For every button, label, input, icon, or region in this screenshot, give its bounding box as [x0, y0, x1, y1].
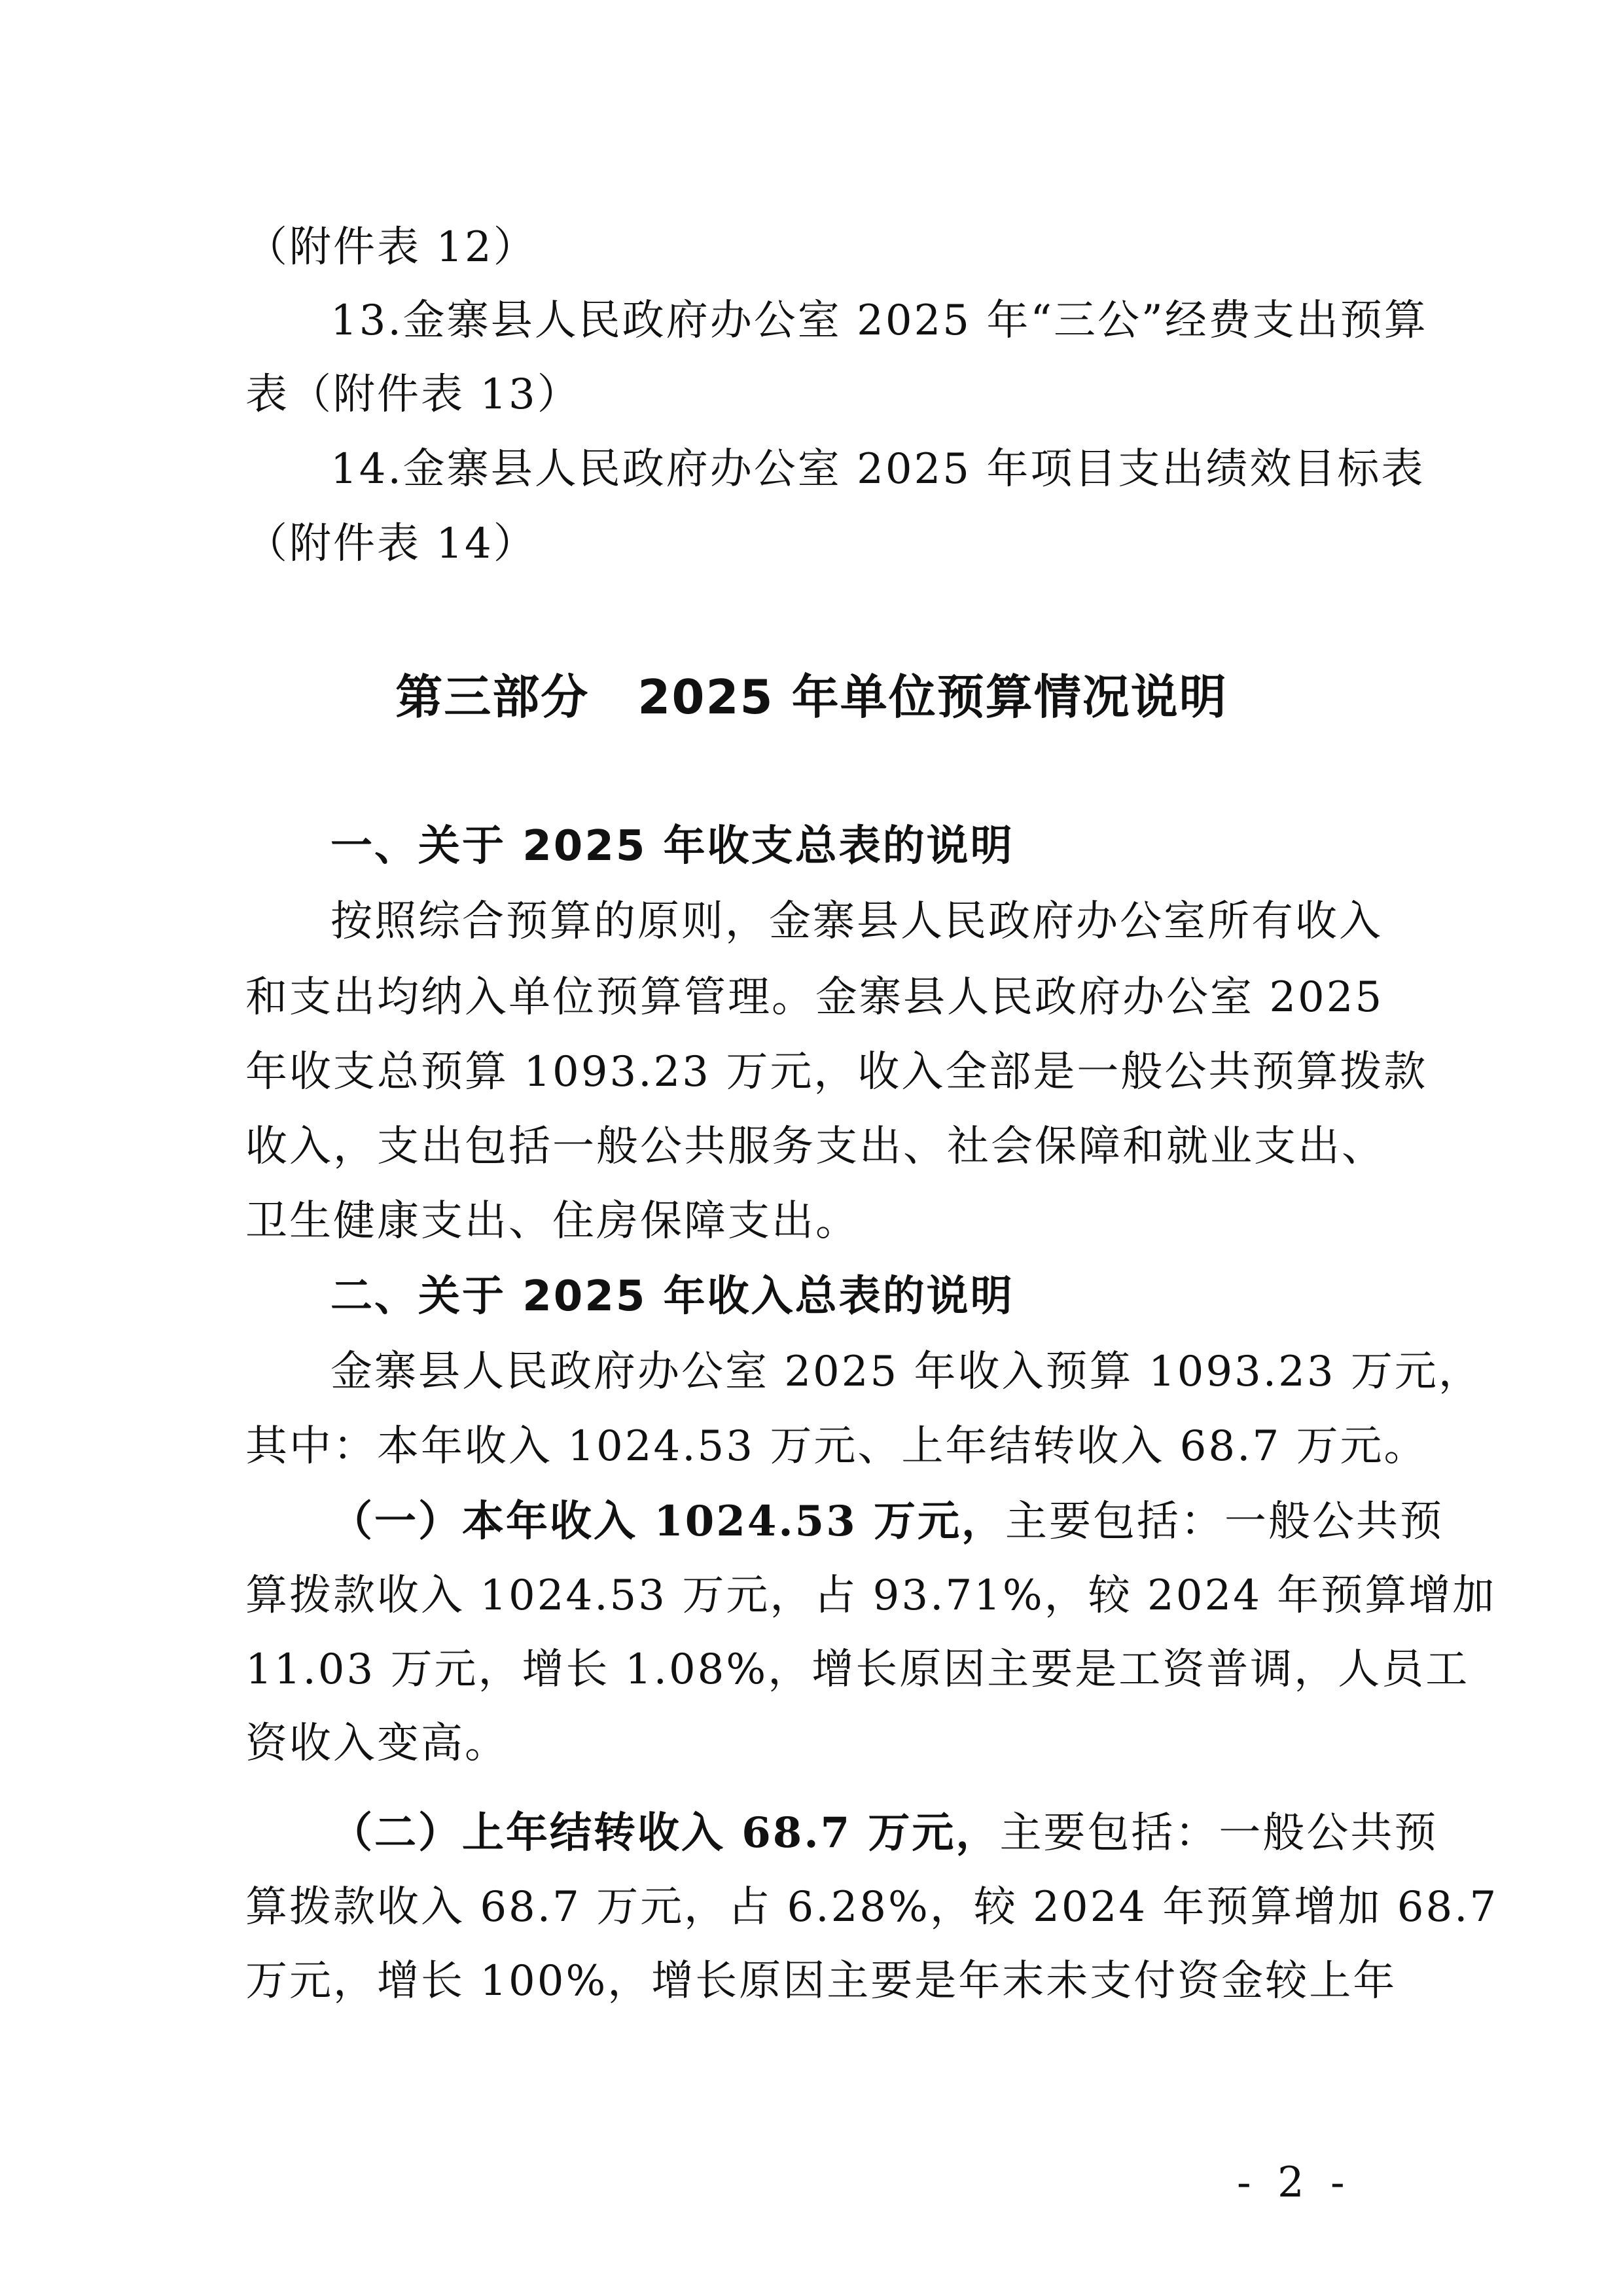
section1-heading: 一、关于 2025 年收支总表的说明 — [330, 822, 1014, 870]
section1-line: 收入，支出包括一般公共服务支出、社会保障和就业支出、 — [245, 1122, 1385, 1171]
part-title: 第三部分 2025 年单位预算情况说明 — [395, 670, 1228, 725]
item2-line: 万元，增长 100%，增长原因主要是年末未支付资金较上年 — [245, 1957, 1397, 2005]
item1-first-rest: 主要包括：一般公共预 — [1005, 1498, 1444, 1546]
annex-line-14-cont: （附件表 14） — [245, 520, 537, 568]
page-number: - 2 - — [1237, 2159, 1351, 2207]
item2-first-rest: 主要包括：一般公共预 — [999, 1809, 1438, 1857]
annex-line-13: 13.金寨县人民政府办公室 2025 年“三公”经费支出预算 — [330, 296, 1428, 345]
item1-line: 11.03 万元，增长 1.08%，增长原因主要是工资普调，人员工 — [245, 1645, 1470, 1694]
item2-first-line — [330, 1807, 1438, 1859]
annex-line-14: 14.金寨县人民政府办公室 2025 年项目支出绩效目标表 — [330, 445, 1425, 493]
section1-line: 年收支总预算 1093.23 万元，收入全部是一般公共预算拨款 — [245, 1048, 1428, 1096]
item1-line: 算拨款收入 1024.53 万元，占 93.71%，较 2024 年预算增加 — [245, 1571, 1497, 1620]
item1-first-line — [330, 1496, 1444, 1548]
section1-line: 按照综合预算的原则，金寨县人民政府办公室所有收入 — [330, 897, 1383, 946]
section1-line: 卫生健康支出、住房保障支出。 — [245, 1197, 859, 1246]
section2-heading: 二、关于 2025 年收入总表的说明 — [330, 1272, 1014, 1321]
item2-line: 算拨款收入 68.7 万元，占 6.28%，较 2024 年预算增加 68.7 — [245, 1883, 1499, 1931]
item2-bold-prefix: （二）上年结转收入 68.7 万元， — [330, 1808, 1000, 1857]
annex-line-13-cont: 表（附件表 13） — [245, 370, 581, 419]
section1-line: 和支出均纳入单位预算管理。金寨县人民政府办公室 2025 — [245, 973, 1384, 1022]
section2-line: 其中：本年收入 1024.53 万元、上年结转收入 68.7 万元。 — [245, 1422, 1428, 1471]
item1-line: 资收入变高。 — [245, 1719, 508, 1768]
annex-line-12: （附件表 12） — [245, 223, 537, 272]
section2-line: 金寨县人民政府办公室 2025 年收入预算 1093.23 万元， — [330, 1348, 1482, 1396]
item1-bold-prefix: （一）本年收入 1024.53 万元， — [330, 1497, 1006, 1546]
